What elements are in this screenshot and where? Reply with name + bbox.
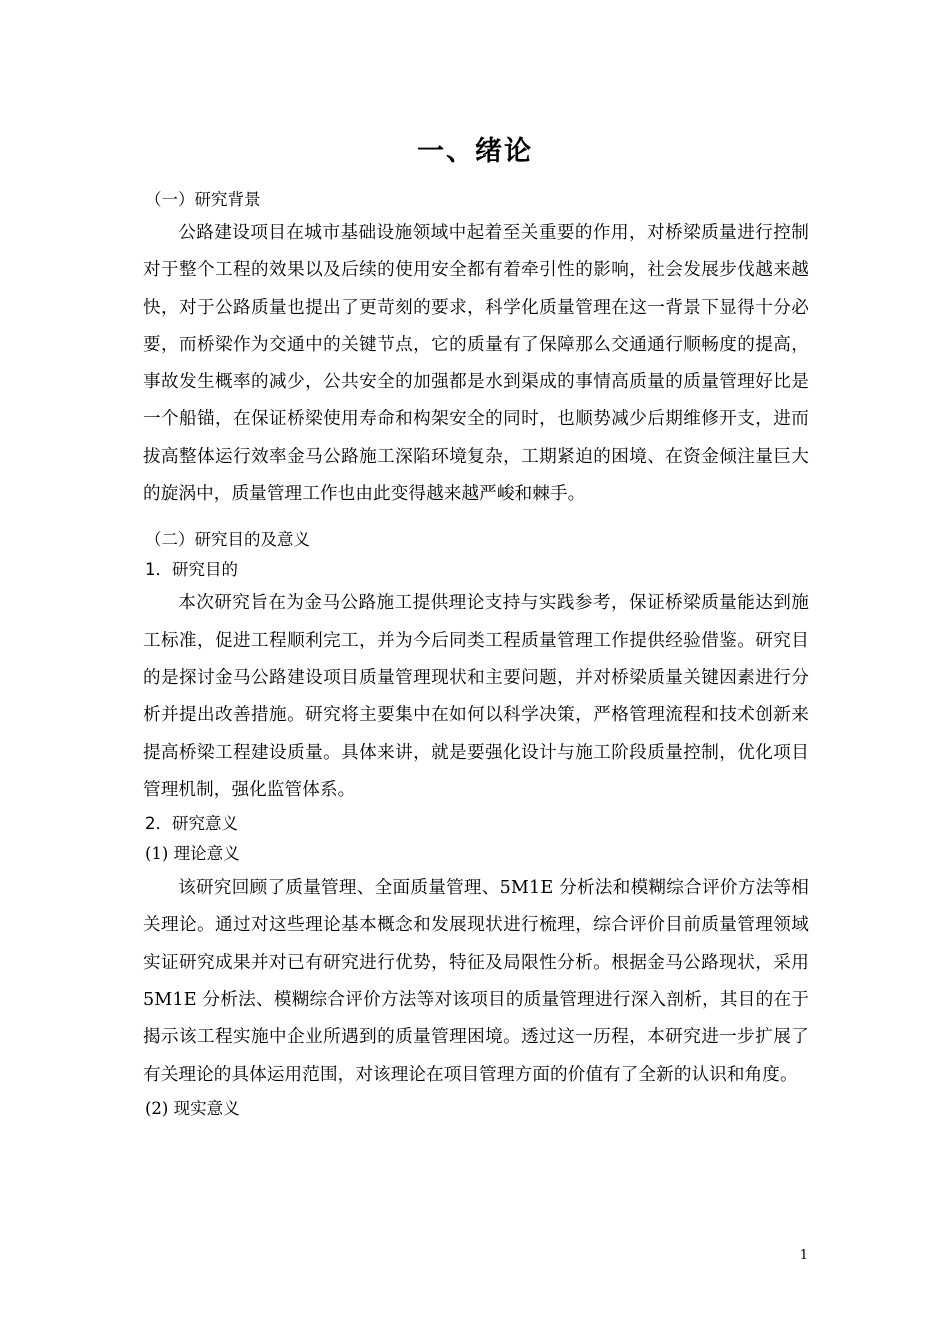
document-body xyxy=(143,185,809,1125)
item-heading-practical-significance: (2) 现实意义 xyxy=(145,1098,240,1118)
chapter-title: 一、绪论 xyxy=(417,136,533,167)
page-number: 1 xyxy=(799,1248,808,1263)
paragraph-purpose: 本次研究旨在为金马公路施工提供理论支持与实践参考，保证桥梁质量能达到施工标准，促进工程顺利完工，并为今后同类工程质量管理工作提供经验借鉴。研究目的是探讨金马公路建设项目质量管理现状和主要问题，并对桥梁质量关键因素进行分析并提出改善措施。研究将主要集中在如何以科学决策，严格管理流程和技术创新来提高桥梁工程建设质量。具体来讲，就是要强化设计与施工阶段质量控制，优化项目管理机制，强化监管体系。 xyxy=(143,593,809,800)
subsection-heading-purpose: 1．研究目的 xyxy=(145,560,238,580)
item-heading-theoretical-significance: (1) 理论意义 xyxy=(145,844,240,864)
paragraph-background: 公路建设项目在城市基础设施领域中起着至关重要的作用，对桥梁质量进行控制对于整个工程的效果以及后续的使用安全都有着牵引性的影响，社会发展步伐越来越快，对于公路质量也提出了更苛刻的要求，科学化质量管理在这一背景下显得十分必要，而桥梁作为交通中的关键节点，它的质量有了保障那么交通通行顺畅度的提高，事故发生概率的减少，公共安全的加强都是水到渠成的事情高质量的质量管理好比是一个船锚，在保证桥梁使用寿命和构架安全的同时，也顺势减少后期维修开支，进而拔高整体运行效率金马公路施工深陷环境复杂，工期紧迫的困境、在资金倾注量巨大的旋涡中，质量管理工作也由此变得越来越严峻和棘手。 xyxy=(143,223,809,505)
subsection-heading-significance: 2．研究意义 xyxy=(145,814,238,834)
section-heading-purpose-significance: （二）研究目的及意义 xyxy=(145,530,310,550)
paragraph-theoretical-significance: 该研究回顾了质量管理、全面质量管理、5M1E 分析法和模糊综合评价方法等相关理论。通过对这些理论基本概念和发展现状进行梳理，综合评价目前质量管理领域实证研究成果并对已有研究进行优势，特征及局限性分析。根据金马公路现状，采用 5M1E 分析法、模糊综合评价方法等对该项目的质量管理进行深入剖析，其目的在于揭示该工程实施中企业所遇到的质量管理困境。透过这一历程，本研究进一步扩展了有关理论的具体运用范围，对该理论在项目管理方面的价值有了全新的认识和角度。 xyxy=(143,878,809,1085)
section-heading-background: （一）研究背景 xyxy=(145,190,261,209)
